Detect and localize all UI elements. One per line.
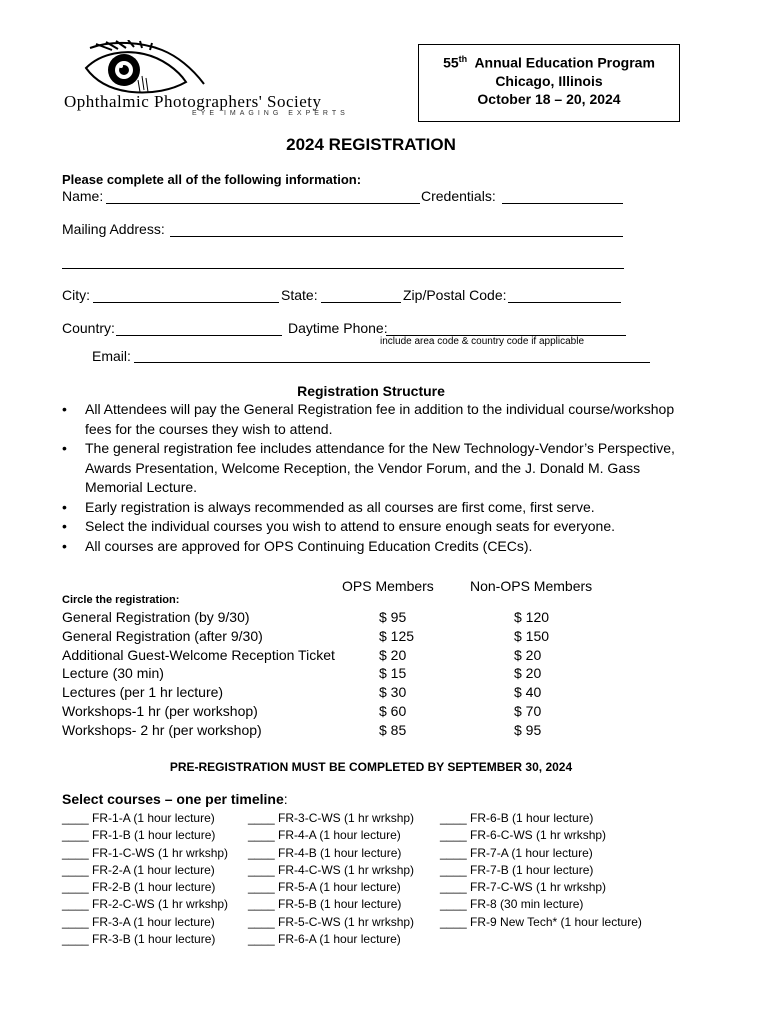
courses-column-2 <box>248 810 414 948</box>
event-location: Chicago, Illinois <box>495 72 603 89</box>
structure-bullet: • Select the individual courses you wish to attend to ensure enough seats for everyone. <box>62 518 615 534</box>
zip-field[interactable] <box>508 302 621 303</box>
circle-label: Circle the registration: <box>62 594 180 606</box>
zip-label: Zip/Postal Code: <box>403 287 507 303</box>
city-field[interactable] <box>93 302 279 303</box>
course-option[interactable]: ____ FR-7-A (1 hour lecture) <box>440 845 593 860</box>
courses-column-3 <box>440 810 642 931</box>
course-option[interactable]: ____ FR-2-C-WS (1 hr wrkshp) <box>62 897 229 912</box>
course-option[interactable]: ____ FR-1-B (1 hour lecture) <box>62 828 216 843</box>
structure-bullet: • All courses are approved for OPS Continuing Education Credits (CECs). <box>62 537 533 554</box>
course-option[interactable]: ____ FR-3-B (1 hour lecture) <box>62 932 216 947</box>
structure-bullet: • The general registration fee includes attendance for the New Technology-Vendor’s Perspective, Awards Presentation, Welcome Reception, the Vendor Forum, and the J. Donald M. Gass Memorial Lecture. <box>62 440 675 495</box>
course-option[interactable]: ____ FR-5-B (1 hour lecture) <box>248 897 402 912</box>
course-option[interactable]: ____ FR-6-C-WS (1 hr wrkshp) <box>440 828 607 843</box>
course-option[interactable]: ____ FR-2-A (1 hour lecture) <box>62 862 215 877</box>
mailing-address-label: Mailing Address: <box>62 221 165 237</box>
email-label: Email: <box>92 348 131 364</box>
col-header-nonmembers: Non-OPS Members <box>470 578 593 594</box>
structure-heading: Registration Structure <box>297 383 445 399</box>
logo-tagline: EYE IMAGING EXPERTS <box>192 110 349 117</box>
course-option[interactable]: ____ FR-7-C-WS (1 hr wrkshp) <box>440 880 607 895</box>
mailing-address-line2-field[interactable] <box>62 268 624 269</box>
mailing-address-field[interactable] <box>170 236 623 237</box>
name-label: Name: <box>62 188 104 204</box>
event-info-box <box>418 44 680 122</box>
course-option[interactable]: ____ FR-3-A (1 hour lecture) <box>62 914 215 929</box>
phone-hint: include area code & country code if applicable <box>380 336 585 347</box>
courses-column-1 <box>62 810 228 948</box>
course-option[interactable]: ____ FR-4-B (1 hour lecture) <box>248 845 402 860</box>
courses-heading: Select courses – one per timeline: <box>62 791 288 807</box>
city-label: City: <box>62 287 90 303</box>
credentials-label: Credentials: <box>421 188 496 204</box>
course-option[interactable]: ____ FR-6-B (1 hour lecture) <box>440 811 594 825</box>
logo-name: Ophthalmic Photographers' Society <box>64 92 322 111</box>
course-option[interactable]: ____ FR-7-B (1 hour lecture) <box>440 862 594 877</box>
instruction-text: Please complete all of the following information: <box>62 172 362 187</box>
country-field[interactable] <box>116 335 282 336</box>
daytime-phone-label: Daytime Phone: <box>288 320 388 336</box>
course-option[interactable]: ____ FR-5-A (1 hour lecture) <box>248 880 401 895</box>
name-field[interactable] <box>106 203 420 204</box>
deadline-notice: PRE-REGISTRATION MUST BE COMPLETED BY SEPTEMBER 30, 2024 <box>169 760 573 774</box>
event-program: 55th Annual Education Program <box>443 54 655 71</box>
col-header-members: OPS Members <box>342 578 434 594</box>
course-option[interactable]: ____ FR-8 (30 min lecture) <box>440 897 584 912</box>
course-option[interactable]: ____ FR-1-C-WS (1 hr wrkshp) <box>62 845 229 860</box>
course-option[interactable]: ____ FR-4-A (1 hour lecture) <box>248 828 401 843</box>
structure-bullet: • All Attendees will pay the General Registration fee in addition to the individual course/workshop fees for the courses they wish to attend. <box>62 401 675 437</box>
course-option[interactable]: ____ FR-4-C-WS (1 hr wrkshp) <box>248 862 415 877</box>
country-label: Country: <box>62 320 115 336</box>
course-option[interactable]: ____ FR-2-B (1 hour lecture) <box>62 880 216 895</box>
state-label: State: <box>281 287 318 303</box>
structure-bullet: • Early registration is always recommended as all courses are first come, first serve. <box>62 498 595 515</box>
structure-list <box>62 400 682 556</box>
course-option[interactable]: ____ FR-9 New Tech* (1 hour lecture) <box>440 914 642 929</box>
course-option[interactable]: ____ FR-6-A (1 hour lecture) <box>248 932 401 947</box>
state-field[interactable] <box>321 302 401 303</box>
form-title: 2024 REGISTRATION <box>286 135 456 154</box>
credentials-field[interactable] <box>502 203 623 204</box>
eye-logo-icon <box>82 40 212 98</box>
course-option[interactable]: ____ FR-1-A (1 hour lecture) <box>62 811 215 825</box>
course-option[interactable]: ____ FR-3-C-WS (1 hr wrkshp) <box>248 811 415 825</box>
course-option[interactable]: ____ FR-5-C-WS (1 hr wrkshp) <box>248 914 415 929</box>
email-field[interactable] <box>134 362 650 363</box>
event-dates: October 18 – 20, 2024 <box>477 90 621 107</box>
